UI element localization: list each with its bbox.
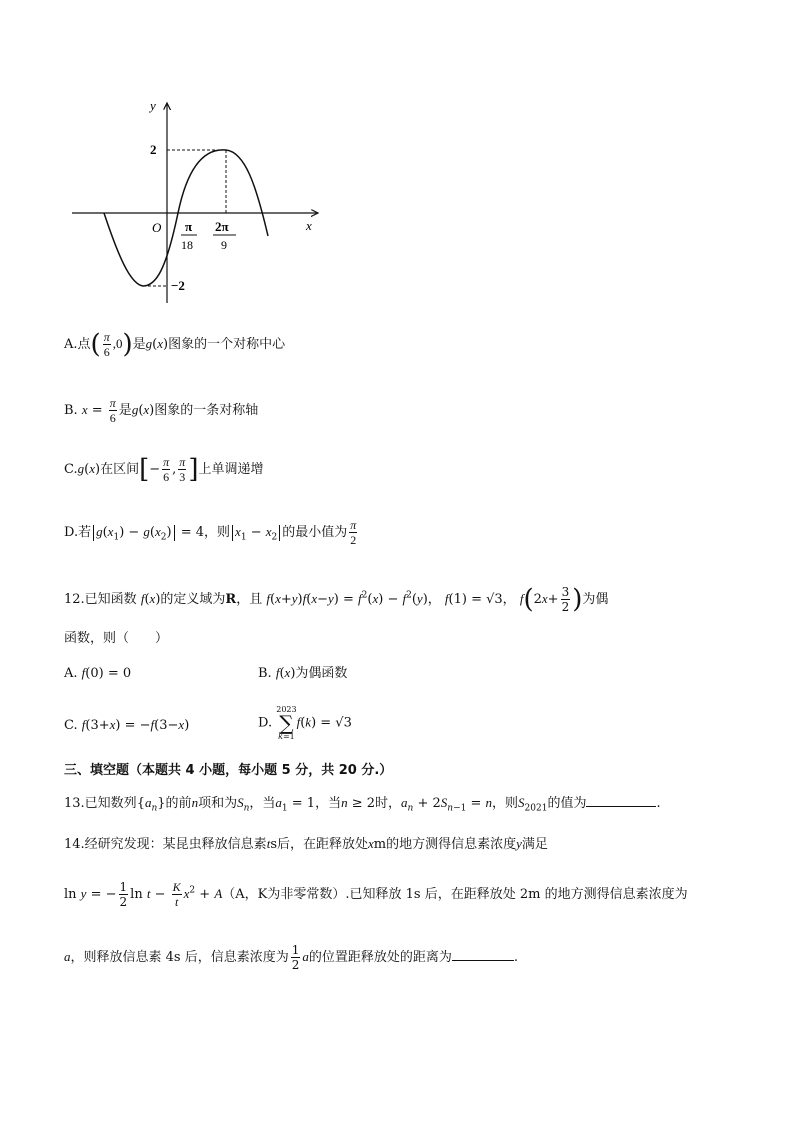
tick2-num: 2π	[215, 219, 229, 234]
q12-option-d: D. 2023 ∑ k=1 f(k) = √3	[258, 705, 352, 741]
q11-option-a: A.点( $\frac{\pi}{6}$ ,0)是g(x)图象的一个对称中心	[64, 329, 286, 360]
q14-line-1: 14.经研究发现：某昆虫释放信息素ts后，在距释放处xm的地方测得信息素浓度y满足	[64, 836, 548, 852]
y-label: y	[150, 98, 156, 113]
origin-label: O	[152, 220, 162, 235]
q12-option-b: B. f(x)为偶函数	[258, 665, 348, 681]
q12-stem: 12.已知函数 f(x)的定义域为R，且 $f(x+y)f(x-y) = f^2(x) - f^2(y)$， f(1) = √3， f(2x+ $\frac{3}{2}$ )为偶	[64, 584, 609, 615]
q14-line-3: a，则释放信息素 4s 后，信息素浓度为 $\frac{1}{2}$ a的位置距释放处的距离为 .	[64, 943, 519, 972]
q11-option-b: B. x = $\frac{\pi}{6}$ 是g(x)图象的一条对称轴	[64, 396, 259, 425]
tick1-num: π	[185, 219, 193, 234]
q11-option-c: C.g(x)在区间[− $\frac{\pi}{6}$ , $\frac{\pi}{3}$ ]上单调递增	[64, 454, 264, 485]
y-min-label: −2	[171, 278, 185, 293]
tick2-den: 9	[221, 238, 227, 252]
q11-option-d: D.若 $g(x_1) - g(x_2) = 4$，则 $x_1 - x_2$ 的最小值为 $\frac{\pi}{2}$	[64, 518, 357, 547]
tick1-den: 18	[181, 238, 193, 252]
q12-stem-2: 函数，则（ ）	[64, 631, 169, 646]
q14-line-2: ln y = − $\frac{1}{2}$ ln t − $\frac{K}{t}$ $x^2 + A(A$，K为非零常数）.已知释放 1s 后，在距释放处 2m 的地方测得信息素浓度为	[64, 880, 688, 909]
q12-option-a: A. f(0) = 0	[64, 665, 132, 681]
section-3-title: 三、填空题（本题共 4 小题，每小题 5 分，共 20 分.）	[64, 763, 393, 778]
curve	[104, 150, 268, 286]
q12-option-c: C. f(3+x) = −f(3−x)	[64, 717, 190, 733]
sine-graph	[0, 0, 794, 320]
q13: 13.已知数列$\{a_n\}$的前n项和为$S_n$，当$a_1 = 1$，当n ≥ 2时，$a_n + 2S_{n-1} = n$，则$S_{2021}$的值为 .	[64, 795, 661, 814]
y-max-label: 2	[150, 142, 157, 157]
q14-answer-blank[interactable]	[452, 948, 514, 961]
x-label: x	[306, 218, 312, 233]
q13-answer-blank[interactable]	[586, 794, 656, 807]
